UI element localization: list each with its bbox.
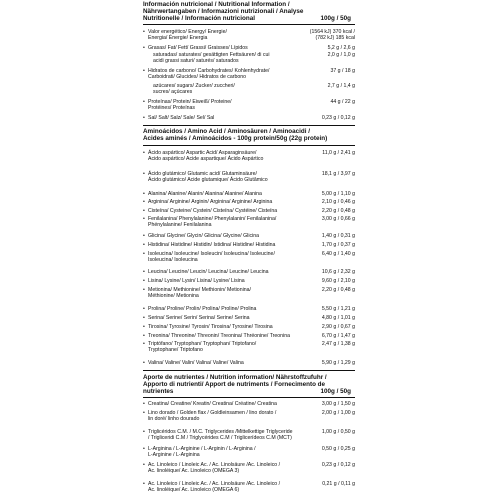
amino-value: 3,00 g / 0,66 g: [321, 216, 355, 222]
nutrient-value: 2,0 g / 1,0 g: [327, 52, 355, 58]
amino-acid-section: [143, 128, 355, 142]
bullet-icon: •: [143, 115, 145, 121]
nutrient-row: [143, 99, 355, 111]
bullet-icon: •: [143, 199, 145, 205]
amino-value: 9,60 g / 2,10 g: [321, 278, 355, 284]
header-line: Información nutricional / Nutritional Information /: [143, 1, 290, 8]
amino-row: [143, 269, 355, 275]
amino-name: Serina/ Serine/ Serin/ Serina/ Serine/ Serina: [148, 315, 250, 321]
amino-value: 5,00 g / 1,10 g: [321, 191, 355, 197]
amino-value: 1,40 g / 0,31 g: [321, 233, 355, 239]
amino-value: 5,50 g / 1,21 g: [321, 306, 355, 312]
bullet-icon: •: [143, 278, 145, 284]
amino-value: 2,90 g / 0,67 g: [321, 324, 355, 330]
supplement-row: [143, 410, 355, 422]
bullet-icon: •: [143, 446, 145, 452]
amino-value: 1,70 g / 0,37 g: [321, 242, 355, 248]
bullet-icon: •: [143, 99, 145, 105]
section-divider: [143, 24, 355, 25]
nutrient-value: (1564 kJ) 370 kcal / (782 kJ) 185 kcal: [309, 29, 355, 42]
header-line: Apporto di nutrienti/ Apport de nutriments / Fornecimento de: [143, 381, 326, 389]
supplement-row: [143, 481, 355, 493]
supplement-name: Creatina/ Creatine/ Kreatin/ Creatina/ Créatine/ Creatina: [148, 401, 277, 407]
bullet-icon: •: [143, 306, 145, 312]
amino-row: [143, 242, 355, 248]
bullet-icon: •: [143, 29, 145, 35]
section-header: [143, 374, 351, 396]
supplement-row: [143, 446, 355, 458]
supplement-value: 0,50 g / 0,25 g: [321, 446, 355, 452]
supplement-value: 1,00 g / 0,50 g: [321, 429, 355, 435]
bullet-icon: •: [143, 171, 145, 177]
bullet-icon: •: [143, 324, 145, 330]
bullet-icon: •: [143, 216, 145, 222]
bullet-icon: •: [143, 191, 145, 197]
bullet-icon: •: [143, 462, 145, 468]
nutrient-name: azúcares/ sugars/ Zucker/ zuccheri/ sucres/ açúcares: [153, 83, 235, 96]
amino-name: Ácido glutámico/ Glutamic acid/ Glutaminsäure/ Ácido glutámico/ Acide glutamique/ Ácido Glutâmico: [148, 171, 268, 184]
amino-name: Cisteína/ Cysteine/ Cystein/ Cisteína/ Cystéine/ Cisteína: [148, 208, 278, 214]
bullet-icon: •: [143, 45, 145, 51]
nutrient-subrow: [143, 83, 355, 95]
header-line: Nährwertangaben / Informazioni nutrizionali / Analyse: [143, 8, 304, 16]
supplement-row: [143, 401, 355, 407]
section-divider: [143, 125, 355, 126]
amino-value: 18,1 g / 3,97 g: [321, 171, 355, 177]
supplement-row: [143, 429, 355, 441]
amino-row: [143, 278, 355, 284]
amino-name: Tirosina/ Tyrosine/ Tyrosin/ Tirosina/ Tyrosine/ Tirosina: [148, 324, 273, 330]
section-header: [143, 128, 351, 142]
amino-row: [143, 171, 355, 183]
amino-value: 4,80 g / 1,01 g: [321, 315, 355, 321]
nutrient-name: Sal/ Salt/ Salz/ Sale/ Sel/ Sal: [148, 115, 215, 121]
bullet-icon: •: [143, 287, 145, 293]
bullet-icon: •: [143, 242, 145, 248]
amino-row: [143, 333, 355, 339]
nutrient-supply-section: [143, 374, 355, 396]
amino-value: 2,20 g / 0,48 g: [321, 208, 355, 214]
bullet-icon: •: [143, 341, 145, 347]
nutrition-section: [143, 1, 355, 23]
nutrient-value: 0,23 g / 0,12 g: [321, 115, 355, 121]
amino-row: [143, 150, 355, 162]
amino-row: [143, 216, 355, 228]
bullet-icon: •: [143, 233, 145, 239]
amino-value: 2,47 g / 1,38 g: [321, 341, 355, 347]
amino-value: 2,10 g / 0,46 g: [321, 199, 355, 205]
nutrient-name: saturadas/ saturates/ gesättigten Fettsäuren/ di cui acidi grassi saturi/ saturés/ saturados: [153, 52, 270, 65]
amino-name: Ácido aspártico/ Aspartic Acid/ Asparaginsäure/ Acido aspártico/ Acide aspartique/ Ácido Aspártico: [148, 150, 264, 163]
supplement-name: Ac. Linoleico / Linoleic Ac. / Ac. Linolsäure /Ac. Linoleico / Ac. linoléique/ Ac. Linoleico (OMEGA 6): [148, 481, 281, 494]
amino-name: Isoleucina/ Isoleucine/ Isoleucin/ Isoleucina/ Isoleucine/ Isoleucina/ Isoleucina: [148, 251, 275, 264]
header-line: nutrientes: [143, 388, 174, 396]
nutrient-name: Grasas/ Fat/ Fett/ Grassi/ Graisses/ Lípidos: [148, 45, 248, 51]
supplement-value: 0,23 g / 0,12 g: [321, 462, 355, 468]
amino-name: Alanina/ Alanine/ Alanin/ Alanina/ Alanine/ Alanina: [148, 191, 262, 197]
amino-row: [143, 360, 355, 366]
supplement-value: 2,00 g / 1,00 g: [321, 410, 355, 416]
supplement-row: [143, 462, 355, 474]
amino-name: Glicina/ Glycine/ Glycin/ Glicina/ Glycine/ Glicina: [148, 233, 259, 239]
bullet-icon: •: [143, 360, 145, 366]
header-line: Acides aminés / Aminoácidos - 100g protein/50g (22g protein): [143, 135, 328, 143]
nutrient-row: [143, 115, 355, 121]
amino-row: [143, 287, 355, 299]
nutrient-name: Proteínas/ Protein/ Eiweiß/ Proteine/ Protéines/ Proteínas: [148, 99, 232, 112]
amino-row: [143, 324, 355, 330]
bullet-icon: •: [143, 208, 145, 214]
supplement-name: Lino dorado / Golden flax / Goldleinsamen / lino dorato / lin doré/ linho dourado: [148, 410, 277, 423]
supplement-value: 3,00 g / 1,50 g: [321, 401, 355, 407]
amino-name: Prolina/ Proline/ Prolin/ Prolina/ Proline/ Prolina: [148, 306, 257, 312]
bullet-icon: •: [143, 315, 145, 321]
bullet-icon: •: [143, 401, 145, 407]
amino-value: 6,40 g / 1,40 g: [321, 251, 355, 257]
nutrient-row: [143, 45, 355, 51]
amino-row: [143, 233, 355, 239]
nutrient-value: 44 g / 22 g: [330, 99, 355, 105]
section-divider: [143, 397, 355, 398]
supplement-name: Ac. Linoleico / Linoleic Ac. / Ac. Linolsäure /Ac. Linoleico / Ac. linoléique/ Ac. Linoleico (OMEGA 3): [148, 462, 281, 475]
bullet-icon: •: [143, 68, 145, 74]
amino-row: [143, 191, 355, 197]
bullet-icon: •: [143, 481, 145, 487]
amino-name: Valina/ Valine/ Valin/ Valina/ Valine/ Valina: [148, 360, 244, 366]
bullet-icon: •: [143, 333, 145, 339]
amino-name: Metionina/ Methionine/ Methionin/ Metionina/ Méthionine/ Metionina: [148, 287, 251, 300]
amino-value: 2,20 g / 0,48 g: [321, 287, 355, 293]
supplement-value: 0,21 g / 0,11 g: [322, 481, 355, 487]
supplement-name: Triglicéridos C.M. / M.C. Triglycerides /Mittelkettige Triglyceride / Trigliceridi C.M / Triglycérides C.M / Triglicerídeos C.M (MCT): [148, 429, 293, 442]
nutrient-name: Hidratos de carbono/ Carbohydrates/ Kohlenhydrate/ Carboidrati/ Glucides/ Hidratos de carbono: [148, 68, 270, 81]
amino-row: [143, 341, 355, 353]
section-divider: [143, 145, 355, 146]
header-portion-label: 100g / 50g: [320, 388, 351, 396]
header-line: Nutritionelle / Información nutricional: [143, 15, 255, 23]
amino-name: Arginina/ Arginine/ Arginin/ Arginina/ Arginine/ Arginina: [148, 199, 273, 205]
header-line: Aminoácidos / Amino Acid / Aminosäuren / Aminoacidi /: [143, 128, 311, 135]
header-line: Aporte de nutrientes / Nutrition information/ Nährstoffzufuhr /: [143, 374, 327, 381]
bullet-icon: •: [143, 269, 145, 275]
amino-row: [143, 251, 355, 263]
amino-value: 6,70 g / 1,47 g: [321, 333, 355, 339]
amino-row: [143, 315, 355, 321]
nutrient-name: Valor energético/ Energy/ Energie/ Energia/ Énergie/ Energia: [148, 29, 227, 42]
bullet-icon: •: [143, 251, 145, 257]
nutrient-value: 5,2 g / 2,6 g: [327, 45, 355, 51]
amino-row: [143, 208, 355, 214]
supplement-name: L-Arginina / L-Arginine / L-Arginin / L-Arginina / L-Arginine / L-Arginina: [148, 446, 256, 459]
amino-name: Triptófano/ Tryptophan/ Tryptophan/ Triptofano/ Tryptophane/ Triptofano: [148, 341, 257, 354]
amino-name: Treonina/ Threonine/ Threonin/ Treonina/ Thréonine/ Treonina: [148, 333, 290, 339]
amino-row: [143, 199, 355, 205]
amino-name: Fenilalanina/ Phenylalanine/ Phenylalanin/ Fenilalanina/ Phénylalanine/ Fenilalanina: [148, 216, 277, 229]
amino-value: 10,6 g / 2,32 g: [321, 269, 355, 275]
amino-name: Histidina/ Histidine/ Histidin/ Istidina/ Histidine/ Histidina: [148, 242, 276, 248]
amino-name: Lisina/ Lysine/ Lysin/ Lisina/ Lysine/ Lisina: [148, 278, 245, 284]
nutrient-row: [143, 29, 355, 41]
section-header: [143, 1, 351, 23]
nutrient-row: [143, 68, 355, 80]
bullet-icon: •: [143, 410, 145, 416]
nutrient-value: 37 g / 18 g: [330, 68, 355, 74]
bullet-icon: •: [143, 429, 145, 435]
bullet-icon: •: [143, 150, 145, 156]
nutrient-value: 2,7 g / 1,4 g: [327, 83, 355, 89]
nutrient-subrow: [143, 52, 355, 64]
amino-row: [143, 306, 355, 312]
section-divider: [143, 370, 355, 371]
amino-value: 11,0 g / 2,41 g: [322, 150, 355, 156]
amino-value: 5,90 g / 1,29 g: [321, 360, 355, 366]
nutrition-label-panel: [143, 0, 355, 500]
amino-name: Leucina/ Leucine/ Leucin/ Leucina/ Leucine/ Leucina: [148, 269, 269, 275]
header-portion-label: 100g / 50g: [320, 15, 351, 23]
